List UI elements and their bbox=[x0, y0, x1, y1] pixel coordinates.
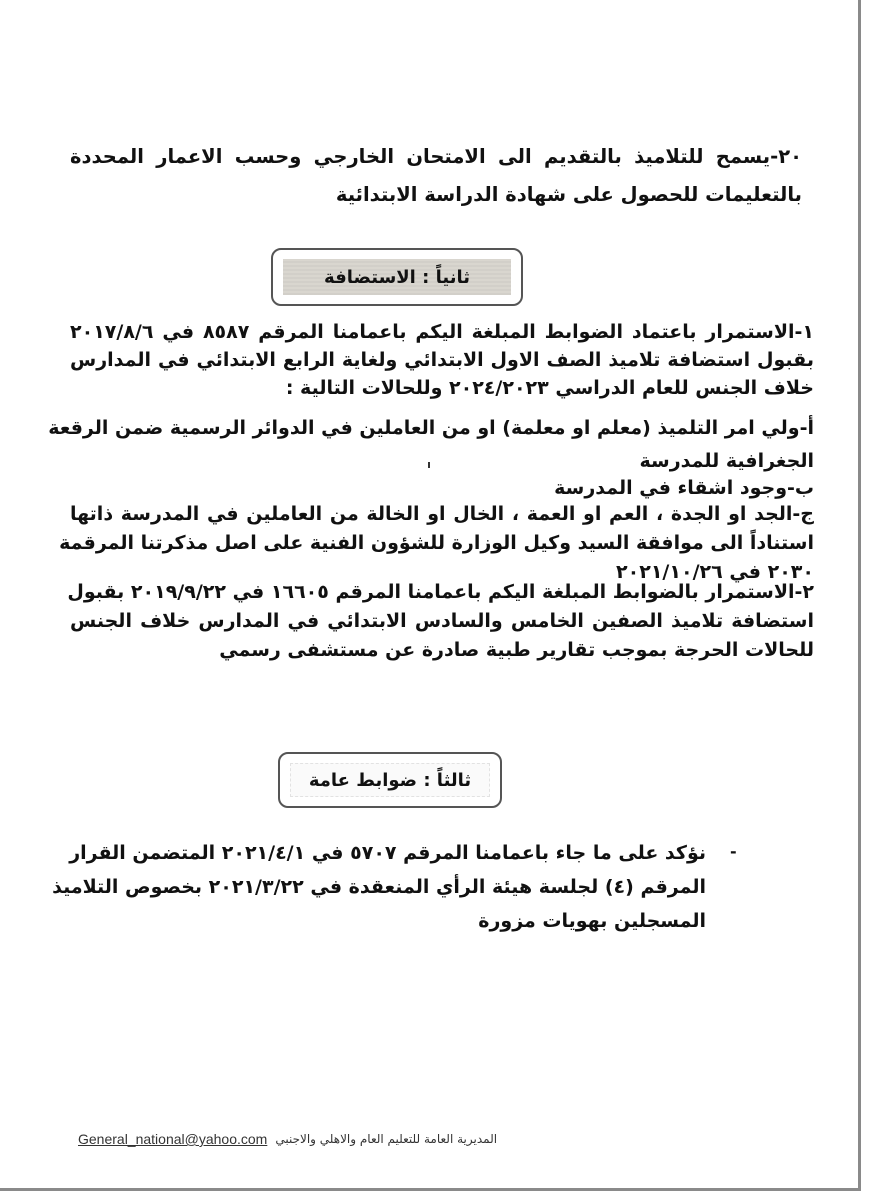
item-20-line-2: بالتعليمات للحصول على شهادة الدراسة الابتدائية bbox=[335, 183, 802, 206]
s2-case-c-line-3: ٢٠٣٠ في ٢٠٢١/١٠/٢٦ bbox=[616, 561, 814, 583]
section-2-heading-inner bbox=[283, 259, 511, 295]
section-2-case-b bbox=[70, 474, 814, 502]
s2-case-a-line-2: الجغرافية للمدرسة bbox=[639, 450, 814, 472]
page-edge-bottom bbox=[0, 1188, 861, 1191]
scan-speck bbox=[428, 462, 430, 468]
item-20-paragraph bbox=[70, 138, 802, 214]
s2-item-1-line-2: بقبول استضافة تلاميذ الصف الاول الابتدائي ولغاية الرابع الابتدائي في المدارس bbox=[70, 349, 814, 371]
s2-case-b-line-1: ب-وجود اشقاء في المدرسة bbox=[554, 477, 814, 499]
s3-bullet-1-line-3: المسجلين بهويات مزورة bbox=[478, 910, 706, 932]
s3-bullet-1-line-2: المرقم (٤) لجلسة هيئة الرأي المنعقدة في ٢٠٢١/٣/٢٢ بخصوص التلاميذ bbox=[52, 876, 706, 898]
section-2-heading-box bbox=[271, 248, 523, 306]
section-3-title: ثالثاً : ضوابط عامة bbox=[308, 769, 472, 791]
section-2-case-a bbox=[48, 412, 814, 478]
section-3-heading-inner bbox=[290, 763, 490, 797]
section-2-item-2 bbox=[67, 578, 814, 665]
bullet-dash-icon: - bbox=[730, 842, 737, 861]
section-2-title: ثانياً : الاستضافة bbox=[324, 266, 470, 288]
section-2-item-1 bbox=[70, 318, 814, 402]
section-2-case-c bbox=[59, 500, 814, 587]
s3-bullet-1-line-1: نؤكد على ما جاء باعمامنا المرقم ٥٧٠٧ في ٢٠٢١/٤/١ المتضمن القرار bbox=[69, 842, 706, 864]
s2-item-2-line-2: استضافة تلاميذ الصفين الخامس والسادس الابتدائي في المدارس خلاف الجنس bbox=[70, 610, 814, 632]
s2-case-c-line-2: استناداً الى موافقة السيد وكيل الوزارة للشؤون الفنية على اصل مذكرتنا المرقمة bbox=[59, 532, 814, 554]
s2-item-2-line-1: ٢-الاستمرار بالضوابط المبلغة اليكم باعمامنا المرقم ١٦٦٠٥ في ٢٠١٩/٩/٢٢ بقبول bbox=[67, 581, 814, 603]
s2-item-1-line-1: ١-الاستمرار باعتماد الضوابط المبلغة اليكم باعمامنا المرقم ٨٥٨٧ في ٢٠١٧/٨/٦ bbox=[70, 321, 814, 343]
footer-email-link[interactable]: General_national@yahoo.com bbox=[78, 1131, 268, 1147]
item-20-line-1: ٢٠-يسمح للتلاميذ بالتقديم الى الامتحان الخارجي وحسب الاعمار المحددة bbox=[70, 145, 802, 168]
section-3-bullet-1 bbox=[52, 836, 706, 938]
footer bbox=[78, 1131, 497, 1147]
section-3-heading-box bbox=[278, 752, 502, 808]
s2-item-2-line-3: للحالات الحرجة بموجب تقارير طبية صادرة عن مستشفى رسمي bbox=[219, 639, 814, 661]
footer-organization: المديرية العامة للتعليم العام والاهلي والاجنبي bbox=[275, 1132, 498, 1146]
s2-case-c-line-1: ج-الجد او الجدة ، العم او العمة ، الخال او الخالة من العاملين في المدرسة ذاتها bbox=[70, 503, 814, 525]
s2-case-a-line-1: أ-ولي امر التلميذ (معلم او معلمة) او من العاملين في الدوائر الرسمية ضمن الرقعة bbox=[48, 417, 814, 439]
s2-item-1-line-3: خلاف الجنس للعام الدراسي ٢٠٢٤/٢٠٢٣ وللحالات التالية : bbox=[285, 377, 814, 399]
page-edge-right bbox=[858, 0, 861, 1190]
